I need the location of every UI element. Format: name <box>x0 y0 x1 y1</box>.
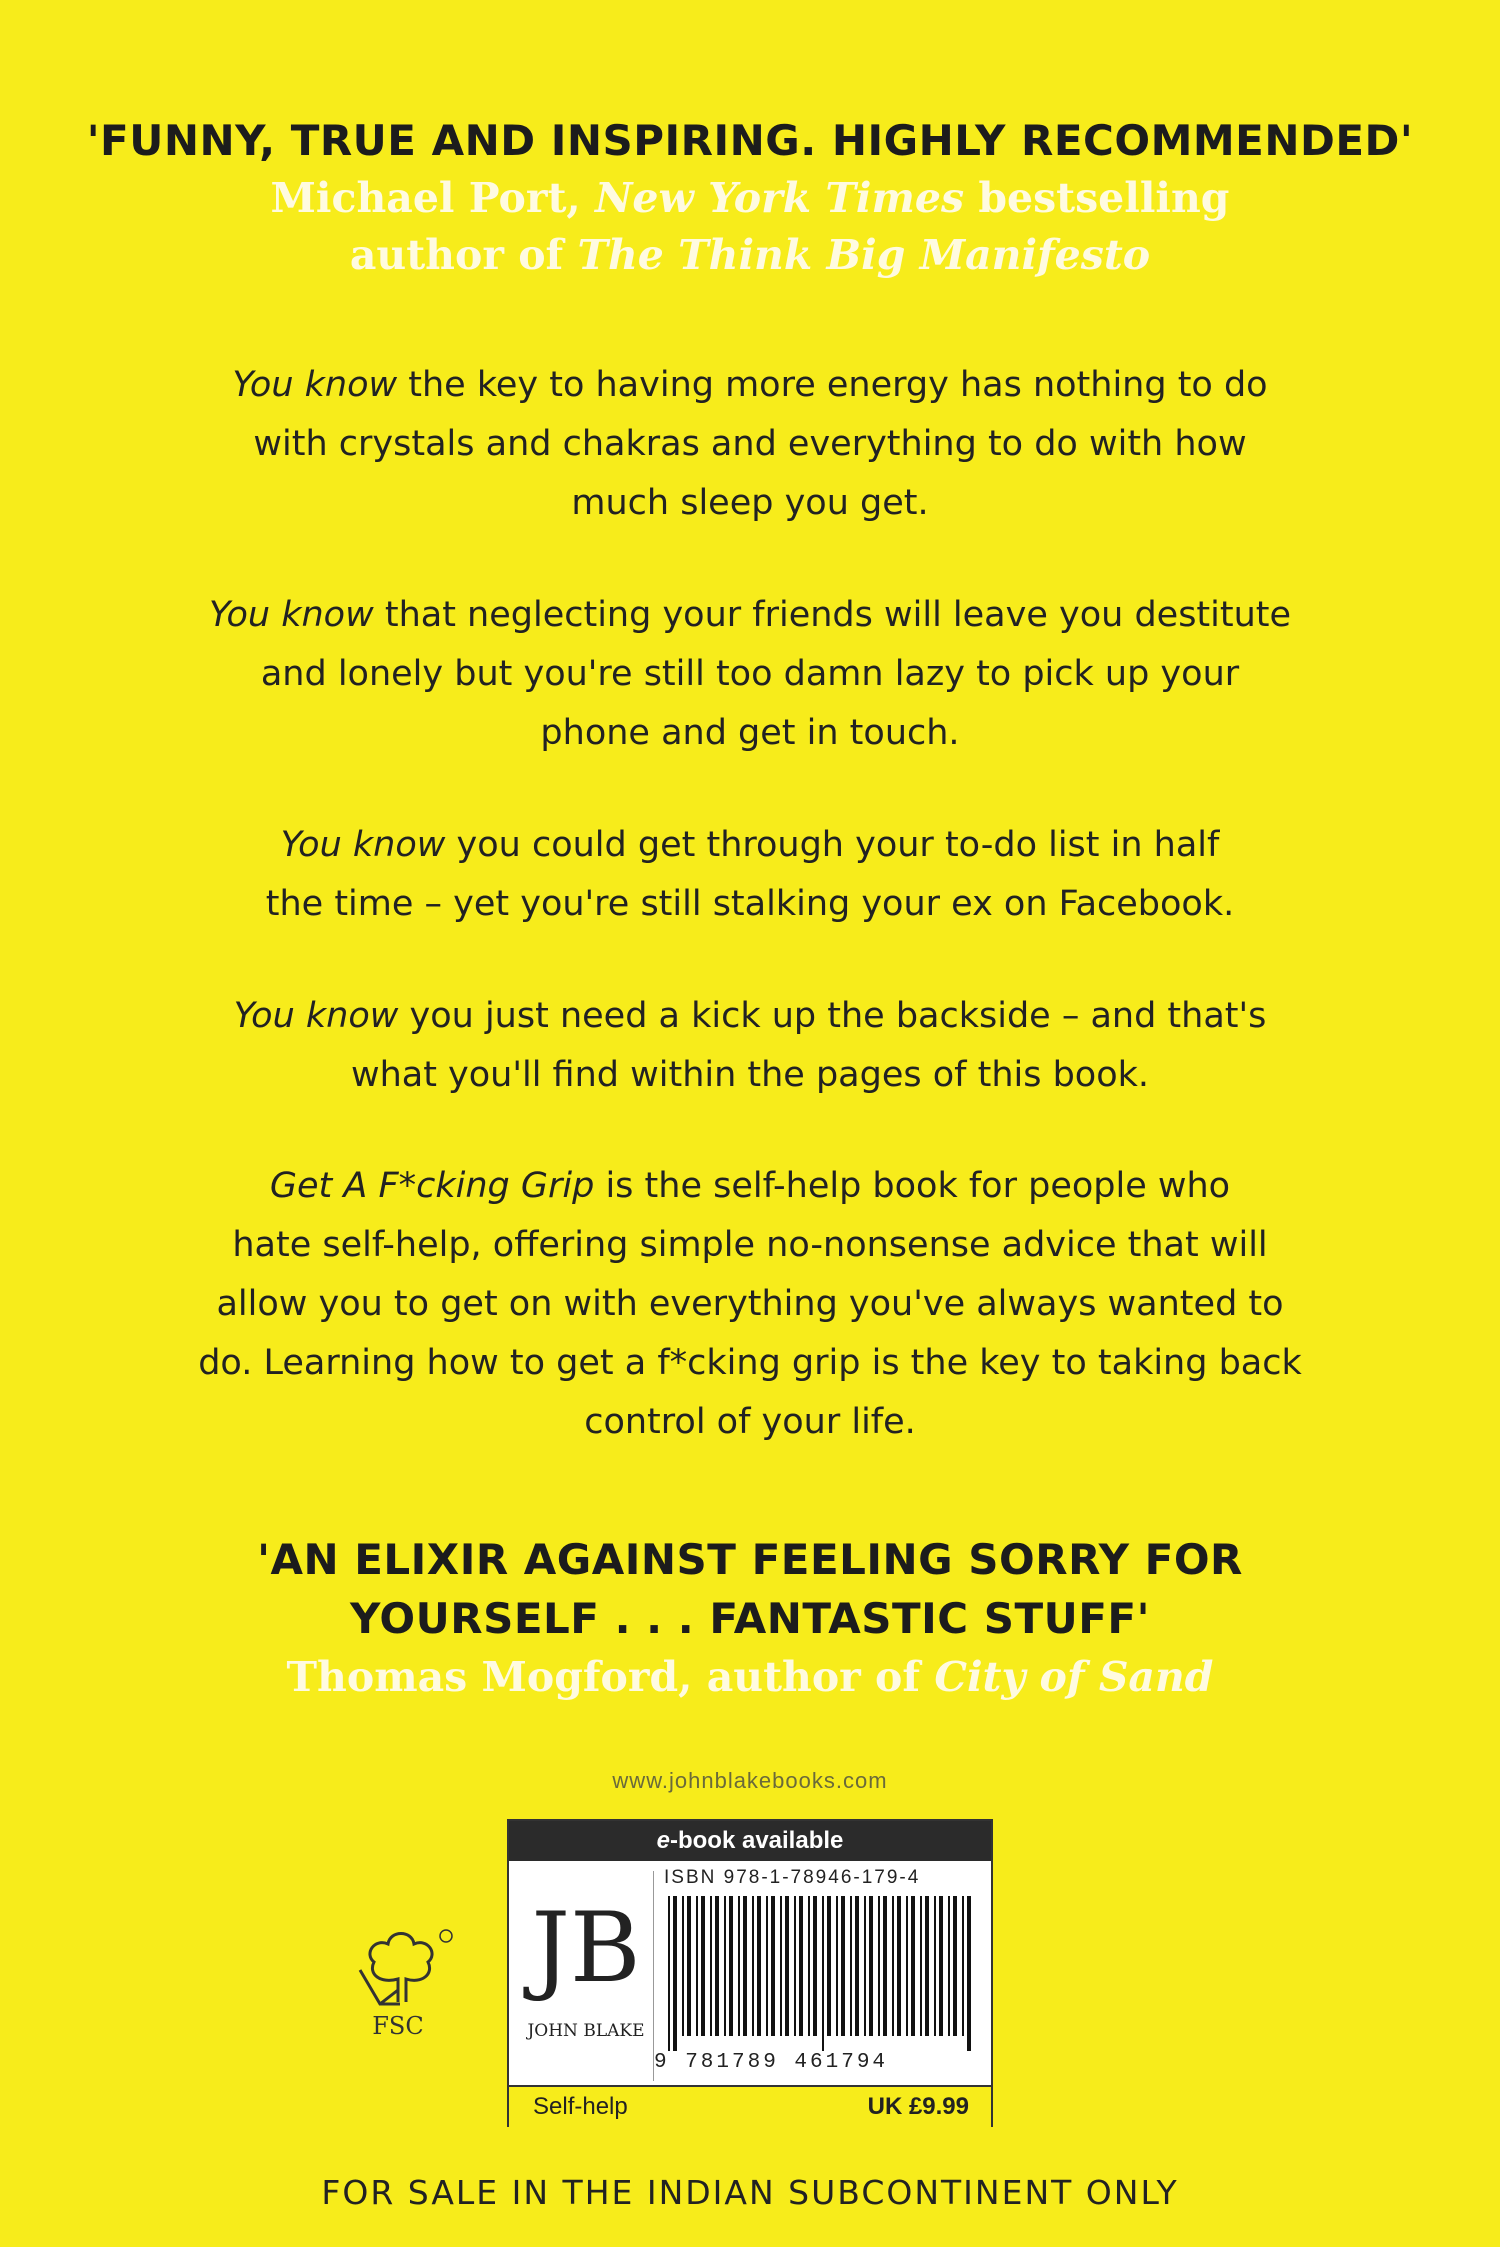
barcode-bar <box>752 1896 754 2036</box>
barcode-bar <box>799 1896 803 2036</box>
barcode-bar <box>757 1896 761 2036</box>
barcode-bar <box>967 1896 971 2051</box>
barcode-bar <box>934 1896 936 2036</box>
barcode-bar <box>794 1896 796 2036</box>
barcode-bar <box>668 1896 670 2051</box>
barcode-bar <box>892 1896 894 2036</box>
barcode-bar <box>869 1896 873 2036</box>
barcode-bar <box>822 1896 824 2051</box>
fsc-label: FSC <box>372 2012 424 2040</box>
ebook-available-banner: e-book available <box>509 1821 991 1861</box>
blurb-paragraph-3: You know you could get through your to-do list in half the time – yet you're still stalking your ex on Facebook. <box>265 825 1235 924</box>
barcode-bar <box>771 1896 775 2036</box>
barcode-bar <box>911 1896 915 2036</box>
quote-bottom-attribution: Thomas Mogford, author of City of Sand <box>286 1653 1214 1701</box>
barcode-bar <box>906 1896 908 2036</box>
john-blake-logo <box>519 1871 654 2081</box>
barcode-bar <box>766 1896 768 2036</box>
barcode-bar <box>808 1896 810 2036</box>
barcode-bar <box>897 1896 901 2036</box>
barcode-bars <box>664 1896 984 2051</box>
price-row <box>509 2085 991 2127</box>
barcode-bar <box>743 1896 747 2036</box>
barcode-panel <box>507 1819 993 2127</box>
barcode-bar <box>701 1896 705 2036</box>
fsc-tree-icon <box>350 1924 460 2014</box>
barcode-bar <box>925 1896 929 2036</box>
barcode-bar <box>864 1896 866 2036</box>
barcode-bar <box>855 1896 859 2036</box>
fsc-logo <box>350 1924 460 2044</box>
jb-monogram: JB <box>531 1892 641 2004</box>
barcode-bar <box>939 1896 943 2036</box>
barcode-bar <box>673 1896 677 2051</box>
barcode-bar <box>696 1896 698 2036</box>
barcode-bar <box>948 1896 950 2036</box>
jb-monogram-icon <box>519 1871 653 2011</box>
barcode-bar <box>850 1896 852 2036</box>
barcode-bar <box>785 1896 789 2036</box>
barcode-bar <box>827 1896 831 2036</box>
barcode-bar <box>710 1896 712 2036</box>
barcode-bar <box>920 1896 922 2036</box>
barcode-bar <box>724 1896 726 2036</box>
publisher-website: www.johnblakebooks.com <box>612 1768 888 1793</box>
isbn-text: ISBN 978-1-78946-179-4 <box>664 1867 921 1888</box>
barcode-bar <box>715 1896 719 2036</box>
blurb-paragraph-4: You know you just need a kick up the backside – and that's what you'll find within the pages of this book. <box>233 996 1267 1095</box>
sale-region-notice: FOR SALE IN THE INDIAN SUBCONTINENT ONLY <box>321 2173 1179 2212</box>
barcode-bar <box>780 1896 782 2036</box>
blurb-paragraph-2: You know that neglecting your friends will leave you destitute and lonely but you're still too damn lazy to pick up your phone and get in touch. <box>208 595 1292 753</box>
barcode-bar <box>729 1896 733 2036</box>
quote-top-attribution-line2: author of The Think Big Manifesto <box>349 231 1151 279</box>
quote-top: 'FUNNY, TRUE AND INSPIRING. HIGHLY RECOMMENDED' <box>86 116 1414 165</box>
barcode-bar <box>883 1896 887 2036</box>
blurb-paragraph-1: You know the key to having more energy has nothing to do with crystals and chakras and everything to do with how much sleep you get. <box>232 365 1268 523</box>
quote-bottom-line2: YOURSELF . . . FANTASTIC STUFF' <box>350 1594 1150 1643</box>
barcode-bar <box>687 1896 691 2036</box>
barcode-bar <box>962 1896 964 2036</box>
quote-top-attribution-line1: Michael Port, New York Times bestselling <box>270 174 1230 222</box>
barcode-bar <box>836 1896 838 2036</box>
barcode-bar <box>953 1896 957 2036</box>
category-label: Self-help <box>533 2093 628 2120</box>
barcode-bar <box>738 1896 740 2036</box>
price-label: UK £9.99 <box>867 2093 969 2120</box>
barcode-bar <box>682 1896 684 2036</box>
barcode-bar <box>813 1896 817 2036</box>
barcode-number: 9 781789 461794 <box>654 2051 889 2074</box>
publisher-name: JOHN BLAKE <box>527 2021 645 2041</box>
blurb-paragraph-5: Get A F*cking Grip is the self-help book for people who hate self-help, offering simple no-nonsense advice that will allow you to get on with everything you've always wanted to do. Learning how to get a f*cking grip is the key to taking back control of your life. <box>198 1166 1302 1442</box>
barcode-bar <box>841 1896 845 2036</box>
quote-bottom-line1: 'AN ELIXIR AGAINST FEELING SORRY FOR <box>257 1535 1243 1584</box>
barcode-bar <box>878 1896 880 2036</box>
